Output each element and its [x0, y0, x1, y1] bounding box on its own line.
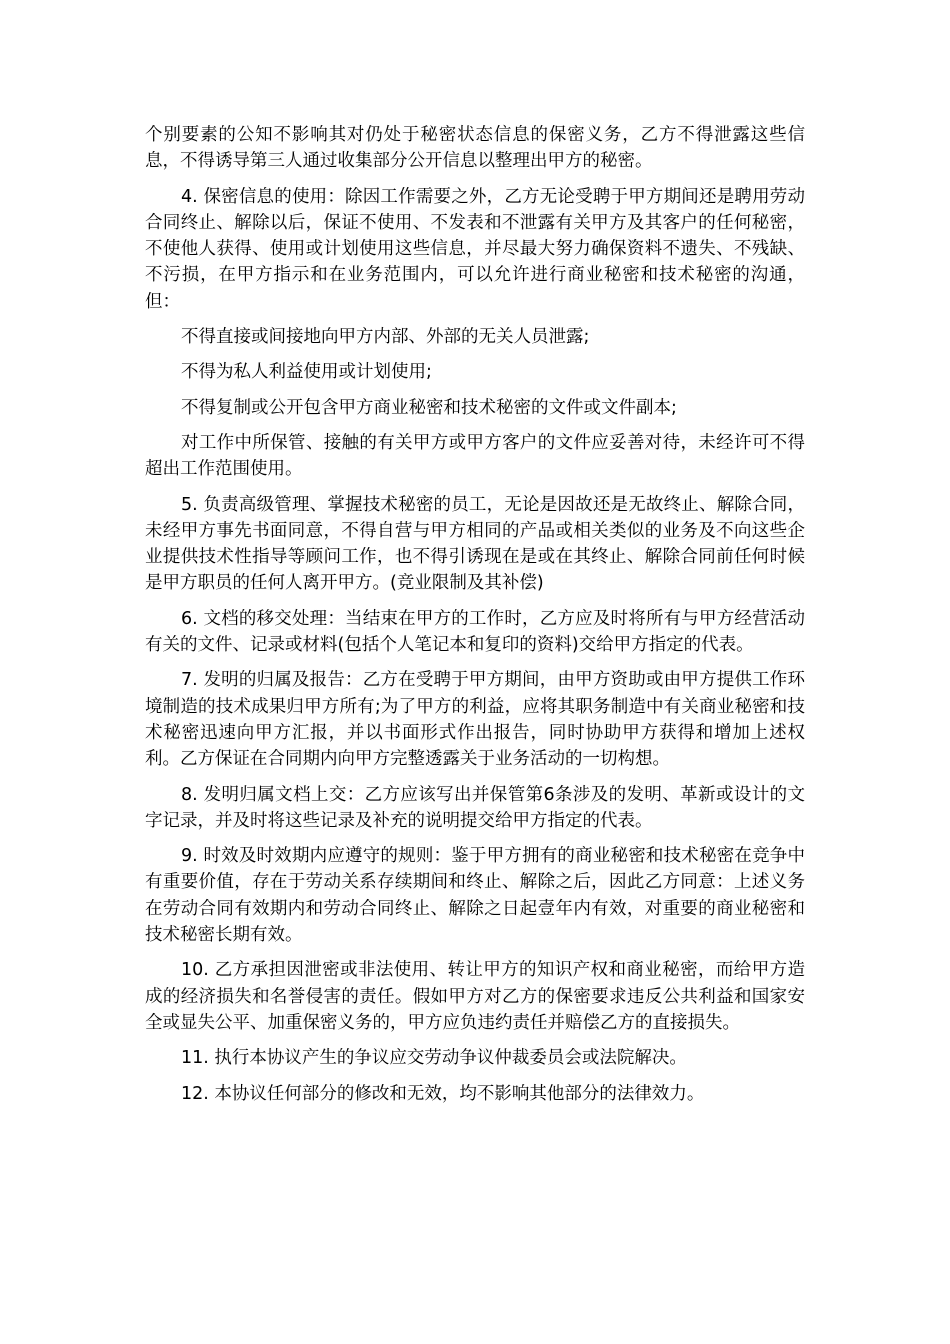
paragraph-clause-6: 6. 文档的移交处理：当结束在甲方的工作时，乙方应及时将所有与甲方经营活动有关的文件、记录或材料(包括个人笔记本和复印的资料)交给甲方指定的代表。 [145, 608, 805, 656]
paragraph-clause-12: 12. 本协议任何部分的修改和无效，均不影响其他部分的法律效力。 [181, 1083, 705, 1104]
paragraph-clause-7: 7. 发明的归属及报告：乙方在受聘于甲方期间，由甲方资助或由甲方提供工作环境制造的技术成果归甲方所有;为了甲方的利益，应将其职务制造中有关商业秘密和技术秘密迅速向甲方汇报，并以书面形式作出报告，同时协助甲方获得和增加上述权利。乙方保证在合同期内向甲方完整透露关于业务活动的一切构想。 [145, 670, 805, 770]
paragraph-clause-9: 9. 时效及时效期内应遵守的规则：鉴于甲方拥有的商业秘密和技术秘密在竞争中有重要价值，存在于劳动关系存续期间和终止、解除之后，因此乙方同意：上述义务在劳动合同有效期内和劳动合同终止、解除之日起壹年内有效，对重要的商业秘密和技术秘密长期有效。 [145, 846, 805, 946]
paragraph-clause-4-item-1: 不得直接或间接地向甲方内部、外部的无关人员泄露; [181, 327, 590, 348]
paragraph-clause-11: 11. 执行本协议产生的争议应交劳动争议仲裁委员会或法院解决。 [181, 1048, 687, 1069]
paragraph-clause-4-item-2: 不得为私人利益使用或计划使用; [181, 362, 432, 383]
document-page [145, 122, 805, 1116]
paragraph-clause-8: 8. 发明归属文档上交：乙方应该写出并保管第6条涉及的发明、革新或设计的文字记录，并及时将这些记录及补充的说明提交给甲方指定的代表。 [145, 784, 805, 831]
paragraph-clause-4-item-4: 对工作中所保管、接触的有关甲方或甲方客户的文件应妥善对待，未经许可不得超出工作范围使用。 [145, 432, 805, 480]
paragraph-clause-4-item-3: 不得复制或公开包含甲方商业秘密和技术秘密的文件或文件副本; [181, 397, 677, 418]
paragraph-clause-10: 10. 乙方承担因泄密或非法使用、转让甲方的知识产权和商业秘密，而给甲方造成的经济损失和名誉侵害的责任。假如甲方对乙方的保密要求违反公共利益和国家安全或显失公平、加重保密义务的，甲方应负违约责任并赔偿乙方的直接损失。 [145, 960, 805, 1033]
paragraph-clause-4: 4. 保密信息的使用：除因工作需要之外，乙方无论受聘于甲方期间还是聘用劳动合同终止、解除以后，保证不使用、不发表和不泄露有关甲方及其客户的任何秘密，不使他人获得、使用或计划使用这些信息，并尽最大努力确保资料不遗失、不残缺、不污损，在甲方指示和在业务范围内，可以允许进行商业秘密和技术秘密的沟通，但： [145, 186, 805, 312]
paragraph-continuation: 个别要素的公知不影响其对仍处于秘密状态信息的保密义务，乙方不得泄露这些信息，不得诱导第三人通过收集部分公开信息以整理出甲方的秘密。 [145, 125, 805, 172]
paragraph-clause-5: 5. 负责高级管理、掌握技术秘密的员工，无论是因故还是无故终止、解除合同，未经甲方事先书面同意，不得自营与甲方相同的产品或相关类似的业务及不向这些企业提供技术性指导等顾问工作，也不得引诱现在是或在其终止、解除合同前任何时候是甲方职员的任何人离开甲方。(竞业限制及其补偿) [145, 494, 805, 594]
